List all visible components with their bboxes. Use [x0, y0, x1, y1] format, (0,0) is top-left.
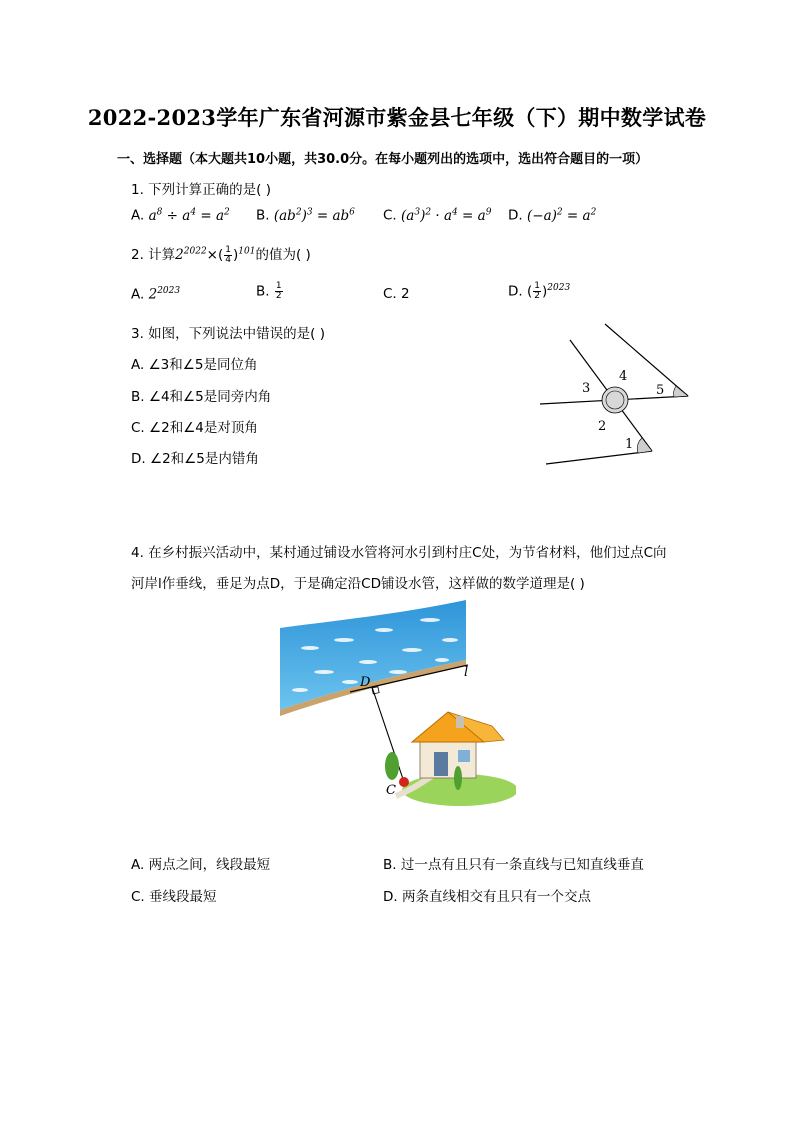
question-3-stem: 3. 如图，下列说法中错误的是( )	[131, 326, 325, 342]
q3-option-a: A. ∠3和∠5是同位角	[131, 357, 258, 373]
option-label: B.	[256, 207, 270, 224]
angle-label-2: 2	[598, 419, 607, 434]
point-c-marker	[399, 777, 409, 787]
river-village-figure	[280, 600, 516, 812]
q1-option-c: C. $(a^3)^2 \cdot a^4 = a^9$	[383, 207, 492, 224]
q4-option-d: D. 两条直线相交有且只有一个交点	[383, 889, 591, 905]
question-2-stem: 2. 计算$2^{2022}\times$( $\frac{1}{4}$ )$^{101}$的值为( )	[131, 244, 311, 265]
question-4-stem-line1: 4. 在乡村振兴活动中，某村通过铺设水管将河水引到村庄C处，为节省材料，他们过点C向	[131, 545, 667, 561]
q3-option-b: B. ∠4和∠5是同旁内角	[131, 389, 272, 405]
q2-option-c: C. 2	[383, 286, 410, 302]
option-label: D.	[508, 207, 523, 224]
label-d: D	[360, 675, 371, 690]
label-c: C	[386, 783, 396, 798]
question-1-stem: 1. 下列计算正确的是( )	[131, 182, 271, 198]
angle-label-1: 1	[625, 437, 634, 452]
q1-option-a: A. $a^8 \div a^4 = a^2$	[131, 207, 230, 224]
q1-option-b: B. $(ab^2)^3 = ab^6$	[256, 207, 355, 224]
section-heading: 一、选择题（本大题共10小题，共30.0分。在每小题列出的选项中，选出符合题目的一项）	[117, 152, 649, 167]
angle-figure	[530, 318, 700, 470]
question-4-stem-line2: 河岸l作垂线，垂足为点D，于是确定沿CD铺设水管，这样做的数学道理是( )	[131, 576, 585, 592]
angle-label-5: 5	[656, 383, 665, 398]
angle-label-4: 4	[619, 369, 628, 384]
label-l: l	[464, 665, 469, 680]
angle-arc-5	[674, 386, 688, 397]
q3-option-c: C. ∠2和∠4是对顶角	[131, 420, 258, 436]
q4-option-a: A. 两点之间，线段最短	[131, 857, 271, 873]
page-title: 2022-2023学年广东省河源市紫金县七年级（下）期中数学试卷	[87, 105, 707, 130]
option-label: C.	[383, 207, 397, 224]
q2-option-a: A. $2^{2023}$	[131, 286, 181, 303]
q2-option-b: B. $\frac{1}{2}$	[256, 281, 282, 301]
angle-label-3: 3	[582, 381, 591, 396]
q2-option-d: D. ( $\frac{1}{2}$ )$^{2023}$	[508, 281, 571, 301]
q4-option-b: B. 过一点有且只有一条直线与已知直线垂直	[383, 857, 644, 873]
q3-option-d: D. ∠2和∠5是内错角	[131, 451, 259, 467]
option-label: A.	[131, 207, 145, 224]
q1-option-d: D. $(-a)^2 = a^2$	[508, 207, 597, 224]
q4-option-c: C. 垂线段最短	[131, 889, 217, 905]
